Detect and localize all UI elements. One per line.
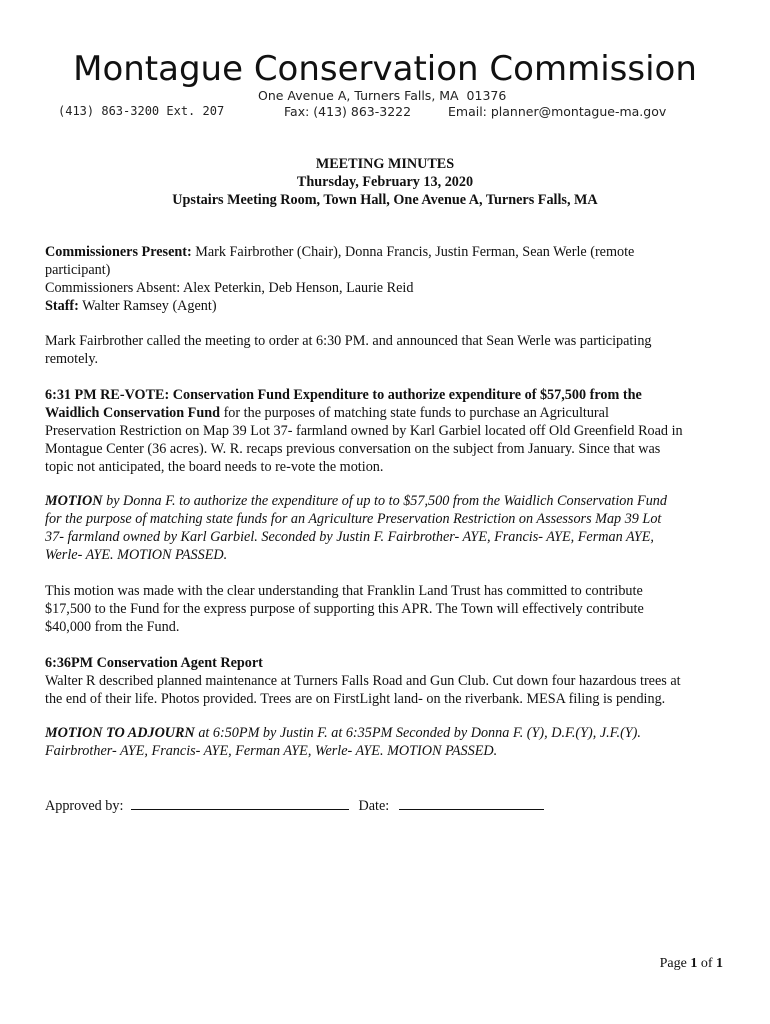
signature-line-row: [45, 796, 730, 815]
organization-email: Email: planner@montague-ma.gov: [448, 104, 667, 119]
call-to-order-paragraph: [45, 332, 730, 368]
fund-name: Waidlich Conservation Fund: [45, 405, 221, 421]
motion-text: for the purpose of matching state funds for an Agriculture Preservation Restriction on Assessors Map 39 Lot: [45, 511, 662, 527]
adjourn-text: Fairbrother- AYE, Francis- AYE, Ferman AYE, Werle- AYE. MOTION PASSED.: [45, 743, 498, 759]
meeting-date: Thursday, February 13, 2020: [296, 174, 474, 190]
staff-names: Walter Ramsey (Agent): [78, 298, 217, 314]
revote-line: topic not anticipated, the board needs to re-vote the motion.: [45, 459, 384, 475]
revote-heading: [45, 386, 730, 404]
approved-by-line: [131, 796, 349, 810]
adjourn-paragraph: [45, 724, 730, 760]
revote-section: [45, 386, 730, 476]
page-of: of: [697, 956, 716, 971]
page-number: [660, 956, 723, 972]
clarification-line: $17,500 to the Fund for the express purpose of supporting this APR. The Town will effectively contribute: [45, 601, 644, 617]
absent-line: Commissioners Absent: Alex Peterkin, Deb Henson, Laurie Reid: [45, 280, 414, 296]
present-names: Mark Fairbrother (Chair), Donna Francis, Justin Ferman, Sean Werle (remote: [191, 244, 635, 260]
motion-text: by Donna F. to authorize the expenditure of up to to $57,500 from the Waidlich Conservation Fund: [102, 493, 667, 509]
revote-heading-text: 6:31 PM RE-VOTE: Conservation Fund Expenditure to authorize expenditure of $57,500 from the: [45, 387, 642, 403]
page-current: 1: [690, 956, 698, 971]
page-total: 1: [716, 956, 723, 971]
agent-report-heading: [45, 654, 730, 672]
revote-line: Montague Center (36 acres). W. R. recaps previous conversation on the subject from January. Since that was: [45, 441, 661, 457]
adjourn-label: MOTION TO ADJOURN: [45, 725, 195, 741]
meeting-location: Upstairs Meeting Room, Town Hall, One Avenue A, Turners Falls, MA: [172, 192, 598, 208]
call-to-order-line: Mark Fairbrother called the meeting to order at 6:30 PM. and announced that Sean Werle was participating: [45, 333, 652, 349]
adjourn-text: at 6:50PM by Justin F. at 6:35PM Seconded by Donna F. (Y), D.F.(Y), J.F.(Y).: [194, 725, 641, 741]
revote-line: [45, 404, 730, 422]
motion-text: 37- farmland owned by Karl Garbiel. Seconded by Justin F. Fairbrother- AYE, Francis- AYE, Ferman AYE,: [45, 529, 654, 545]
present-line-cont: participant): [45, 262, 111, 278]
motion-label: MOTION: [45, 493, 103, 509]
staff-label: Staff:: [45, 298, 79, 314]
motion-line: [45, 528, 730, 546]
agent-report-line: the end of their life. Photos provided. Trees are on FirstLight land- on the riverbank. MESA filing is pending.: [45, 691, 666, 707]
adjourn-line: [45, 724, 730, 742]
motion-text: Werle- AYE. MOTION PASSED.: [45, 547, 228, 563]
clarification-line: This motion was made with the clear understanding that Franklin Land Trust has committed to contribute: [45, 583, 643, 599]
date-line: [399, 796, 544, 810]
attendance-section: [45, 243, 730, 315]
date-label: Date:: [358, 798, 390, 814]
present-line: [45, 243, 730, 261]
revote-line: Preservation Restriction on Map 39 Lot 37- farmland owned by Karl Garbiel located off Old Greenfield Road in: [45, 423, 683, 439]
organization-phone: (413) 863-3200 Ext. 207: [58, 104, 225, 118]
organization-name: Montague Conservation Commission: [73, 49, 697, 89]
agent-report-line: Walter R described planned maintenance at Turners Falls Road and Gun Club. Cut down four hazardous trees at: [45, 673, 681, 689]
motion-line: [45, 510, 730, 528]
minutes-title: MEETING MINUTES: [315, 156, 455, 172]
clarification-line: $40,000 from the Fund.: [45, 619, 180, 635]
staff-line: [45, 297, 730, 315]
agent-report-section: [45, 654, 730, 708]
motion-line: [45, 546, 730, 564]
adjourn-line: [45, 742, 730, 760]
agent-report-heading-text: 6:36PM Conservation Agent Report: [45, 655, 263, 671]
organization-address: One Avenue A, Turners Falls, MA 01376: [258, 88, 507, 103]
call-to-order-line: remotely.: [45, 351, 99, 367]
clarification-paragraph: [45, 582, 730, 636]
signature-block: [45, 796, 730, 815]
motion-line: [45, 492, 730, 510]
organization-fax: Fax: (413) 863-3222: [284, 104, 412, 119]
revote-line-text: for the purposes of matching state funds to purchase an Agricultural: [220, 405, 609, 421]
motion-paragraph: [45, 492, 730, 564]
page-prefix: Page: [659, 956, 691, 971]
present-label: Commissioners Present:: [45, 244, 192, 260]
approved-by-label: Approved by:: [45, 798, 124, 814]
